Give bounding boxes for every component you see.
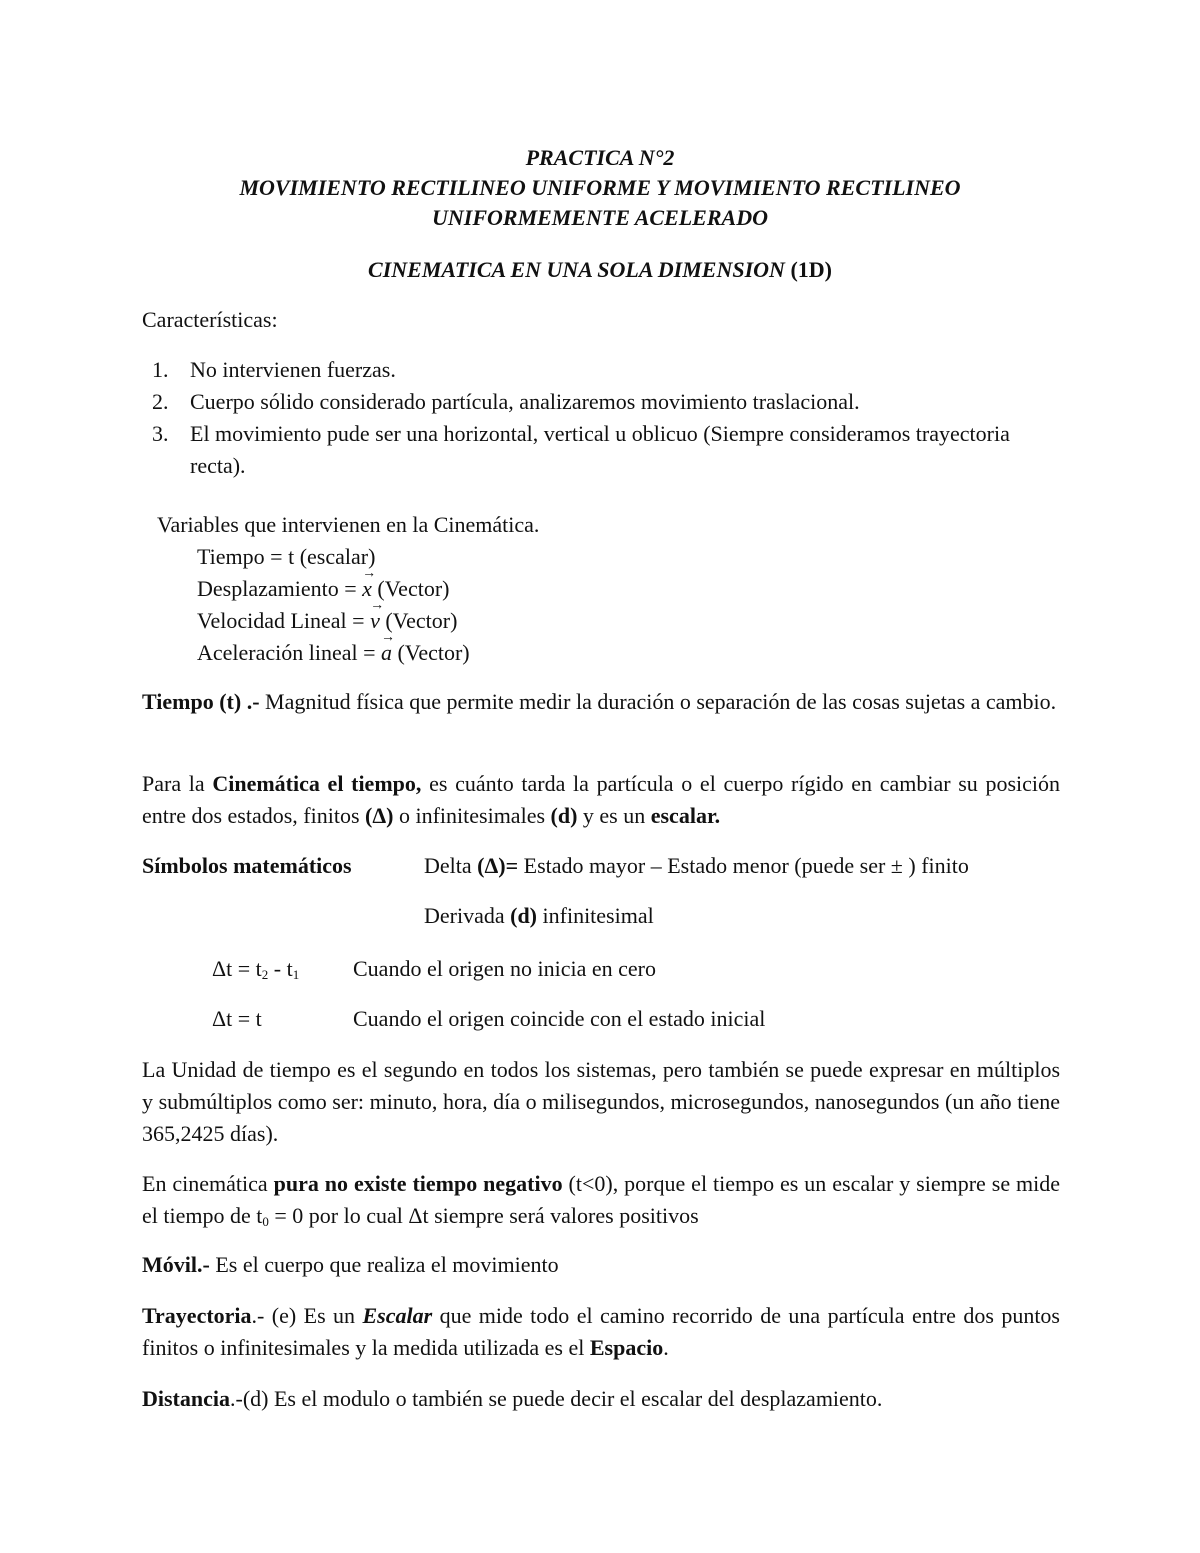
variable-label: Velocidad Lineal = (197, 608, 371, 633)
variables-block (157, 509, 539, 669)
list-text: El movimiento pude ser una horizontal, vertical u oblicuo (Siempre consideramos trayectoria recta). (190, 421, 1010, 478)
simbolos-heading (142, 850, 352, 882)
derivada-definition (424, 900, 654, 932)
variable-label: Tiempo = (197, 544, 289, 569)
subtitle-text: CINEMATICA EN UNA SOLA DIMENSION (368, 257, 785, 282)
subtitle-tag: (1D) (790, 257, 832, 282)
trayectoria-term: Trayectoria (142, 1303, 252, 1328)
italic-run: Escalar (362, 1303, 433, 1328)
list-number: 1. (152, 357, 169, 382)
bold-run: Espacio (589, 1335, 664, 1360)
variable-item (157, 605, 539, 637)
text-run: Para la (142, 771, 213, 796)
variable-item (157, 573, 539, 605)
list-text: No intervienen fuerzas. (190, 357, 396, 382)
variable-type: (Vector) (371, 576, 450, 601)
variable-type: (Vector) (379, 608, 458, 633)
subscript: 1 (292, 967, 300, 982)
variable-item (157, 541, 539, 573)
variable-type: (escalar) (294, 544, 376, 569)
text-run: que mide todo el camino recorrido de una partícula entre dos puntos finitos o infinitesimales y la medida utilizada es el (142, 1303, 1060, 1360)
variable-label: Desplazamiento = (197, 576, 363, 601)
text-run: . (663, 1335, 669, 1360)
unidad-paragraph: La Unidad de tiempo es el segundo en todos los sistemas, pero también se puede expresar en múltiplos y submúltiplos como ser: minuto, hora, día o milisegundos, microsegundos, nanosegundos (un año tiene 365,2425 días). (142, 1057, 1060, 1146)
bold-run: (Δ) (365, 803, 394, 828)
tiempo-paragraph (142, 686, 1060, 718)
variable-symbol: t (288, 544, 295, 569)
list-number: 2. (152, 389, 169, 414)
variables-heading: Variables que intervienen en la Cinemática. (157, 512, 540, 537)
bold-run: (d) (510, 903, 538, 928)
variable-item (157, 637, 539, 669)
delta-definition (424, 850, 969, 882)
vector-symbol: → v (370, 605, 380, 637)
text-run: En cinemática (142, 1171, 274, 1196)
text-run: Delta (424, 853, 478, 878)
negativo-paragraph (142, 1168, 1060, 1232)
equation-delta-t-2: Δt = t (212, 1006, 262, 1031)
text-run: y es un (577, 803, 651, 828)
equation-1-description: Cuando el origen no inicia en cero (353, 956, 657, 981)
text-run: = 0 por lo cual Δt siempre será valores positivos (268, 1203, 699, 1228)
variable-type: (Vector) (392, 640, 470, 665)
equation-delta-t-1 (212, 953, 299, 985)
variable-label: Aceleración lineal = (197, 640, 382, 665)
text-run: .- (e) Es un (251, 1303, 363, 1328)
bold-run: (d) (550, 803, 578, 828)
vector-symbol: → x (362, 573, 372, 605)
distancia-paragraph (142, 1383, 1060, 1415)
subscript: 0 (262, 1214, 269, 1229)
tiempo-definition: Magnitud física que permite medir la duración o separación de las cosas sujetas a cambio. (259, 689, 1057, 714)
bold-run: no existe tiempo negativo (324, 1171, 563, 1196)
text-run: - t (268, 956, 293, 981)
subscript: 2 (261, 967, 269, 982)
document-title-line2: UNIFORMEMENTE ACELERADO (432, 205, 768, 230)
distancia-term: Distancia (142, 1386, 230, 1411)
text-run: o infinitesimales (393, 803, 551, 828)
bold-run: (Δ)= (477, 853, 519, 878)
bold-run: Cinemática el tiempo, (212, 771, 422, 796)
text-run: infinitesimal (537, 903, 654, 928)
trayectoria-paragraph (142, 1300, 1060, 1364)
text-run: Estado mayor – Estado menor (puede ser ± ) finito (518, 853, 969, 878)
equation-2-description: Cuando el origen coincide con el estado inicial (353, 1006, 766, 1031)
practice-number: PRACTICA N°2 (525, 145, 675, 170)
distancia-definition: .-(d) Es el modulo o también se puede decir el escalar del desplazamiento. (230, 1386, 883, 1411)
movil-definition: Es el cuerpo que realiza el movimiento (209, 1252, 559, 1277)
list-item (152, 418, 1062, 482)
list-text: Cuerpo sólido considerado partícula, analizaremos movimiento traslacional. (190, 389, 860, 414)
text-run: (t<0), porque el tiempo es un escalar y siempre se mide el tiempo de t (142, 1171, 1061, 1228)
tiempo-term: Tiempo (t) .- (142, 689, 260, 714)
movil-term: Móvil.- (142, 1252, 210, 1277)
section-subtitle (0, 254, 1200, 286)
characteristics-list (152, 354, 1062, 482)
characteristics-heading: Características: (142, 307, 278, 332)
vector-symbol: → a (381, 637, 392, 669)
text-run: Δt = t (212, 956, 262, 981)
list-item (152, 386, 1062, 418)
simbolos-heading-text: Símbolos matemáticos (142, 853, 352, 878)
text-run: Derivada (424, 903, 511, 928)
cinematica-tiempo-paragraph (142, 768, 1060, 832)
bold-run: pura (273, 1171, 319, 1196)
text-run: es cuánto tarda la partícula o el cuerpo rígido en cambiar su posición entre dos estados, finitos (142, 771, 1061, 828)
document-title-line1: MOVIMIENTO RECTILINEO UNIFORME Y MOVIMIENTO RECTILINEO (239, 175, 961, 200)
bold-run: escalar. (650, 803, 721, 828)
list-item (152, 354, 1062, 386)
movil-paragraph (142, 1249, 1060, 1281)
list-number: 3. (152, 421, 169, 446)
